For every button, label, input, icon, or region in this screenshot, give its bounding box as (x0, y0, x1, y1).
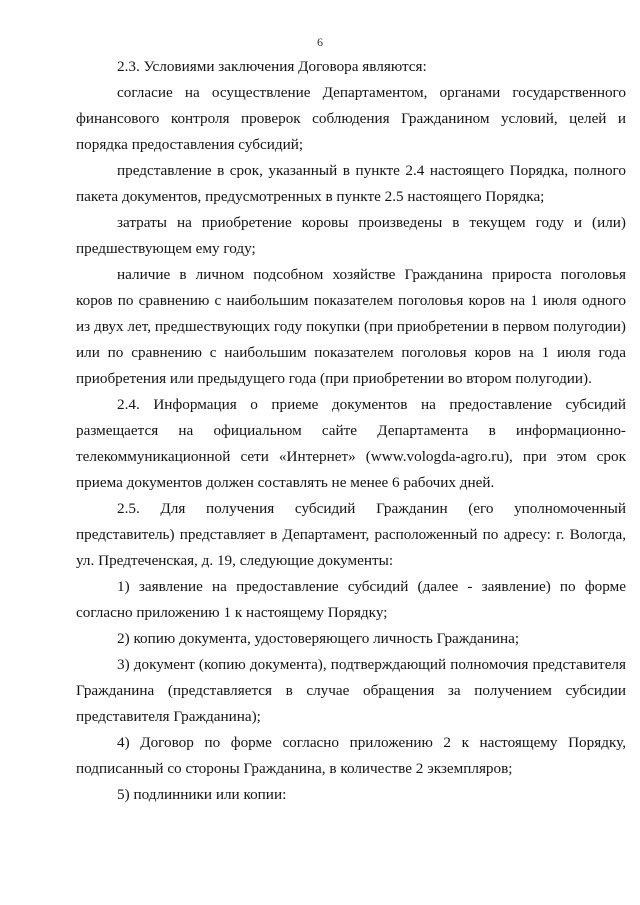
list-item-1: 1) заявление на предоставление субсидий (далее - заявление) по форме согласно приложению 1 к настоящему Порядку; (76, 578, 626, 621)
paragraph-2-3-heading: 2.3. Условиями заключения Договора являются: (117, 58, 427, 75)
paragraph-condition-documents: представление в срок, указанный в пункте 2.4 настоящего Порядка, полного пакета документов, предусмотренных в пункте 2.5 настоящего Порядка; (76, 162, 626, 205)
list-item-4: 4) Договор по форме согласно приложению 2 к настоящему Порядку, подписанный со стороны Гражданина, в количестве 2 экземпляров; (76, 734, 626, 777)
paragraph-2-5: 2.5. Для получения субсидий Гражданин (его уполномоченный представитель) представляет в Департамент, расположенный по адресу: г. Вологда, ул. Предтеченская, д. 19, следующие документы: (76, 500, 626, 569)
paragraph-condition-consent: согласие на осуществление Департаментом, органами государственного финансового контроля проверок соблюдения Гражданином условий, целей и порядка предоставления субсидий; (76, 84, 626, 153)
paragraph-2-4: 2.4. Информация о приеме документов на предоставление субсидий размещается на официальном сайте Департамента в информационно-телекоммуникационной сети «Интернет» (www.vologda-agro.ru), при этом срок приема документов должен составлять не менее 6 рабочих дней. (76, 396, 626, 491)
paragraph-condition-herd-growth: наличие в личном подсобном хозяйстве Гражданина прироста поголовья коров по сравнению с наибольшим показателем поголовья коров на 1 июля одного из двух лет, предшествующих году покупки (при приобретении в первом полугодии) или по сравнению с наибольшим показателем поголовья коров на 1 июля года приобретения или предыдущего года (при приобретении во втором полугодии). (76, 266, 626, 387)
paragraph-condition-expenses: затраты на приобретение коровы произведены в текущем году и (или) предшествующем ему году; (76, 214, 626, 257)
list-item-3: 3) документ (копию документа), подтверждающий полномочия представителя Гражданина (представляется в случае обращения за получением субсидии представителя Гражданина); (76, 656, 626, 725)
list-item-2: 2) копию документа, удостоверяющего личность Гражданина; (117, 630, 520, 647)
document-body (76, 54, 626, 808)
page-number: 6 (317, 35, 323, 49)
list-item-5: 5) подлинники или копии: (117, 786, 287, 803)
